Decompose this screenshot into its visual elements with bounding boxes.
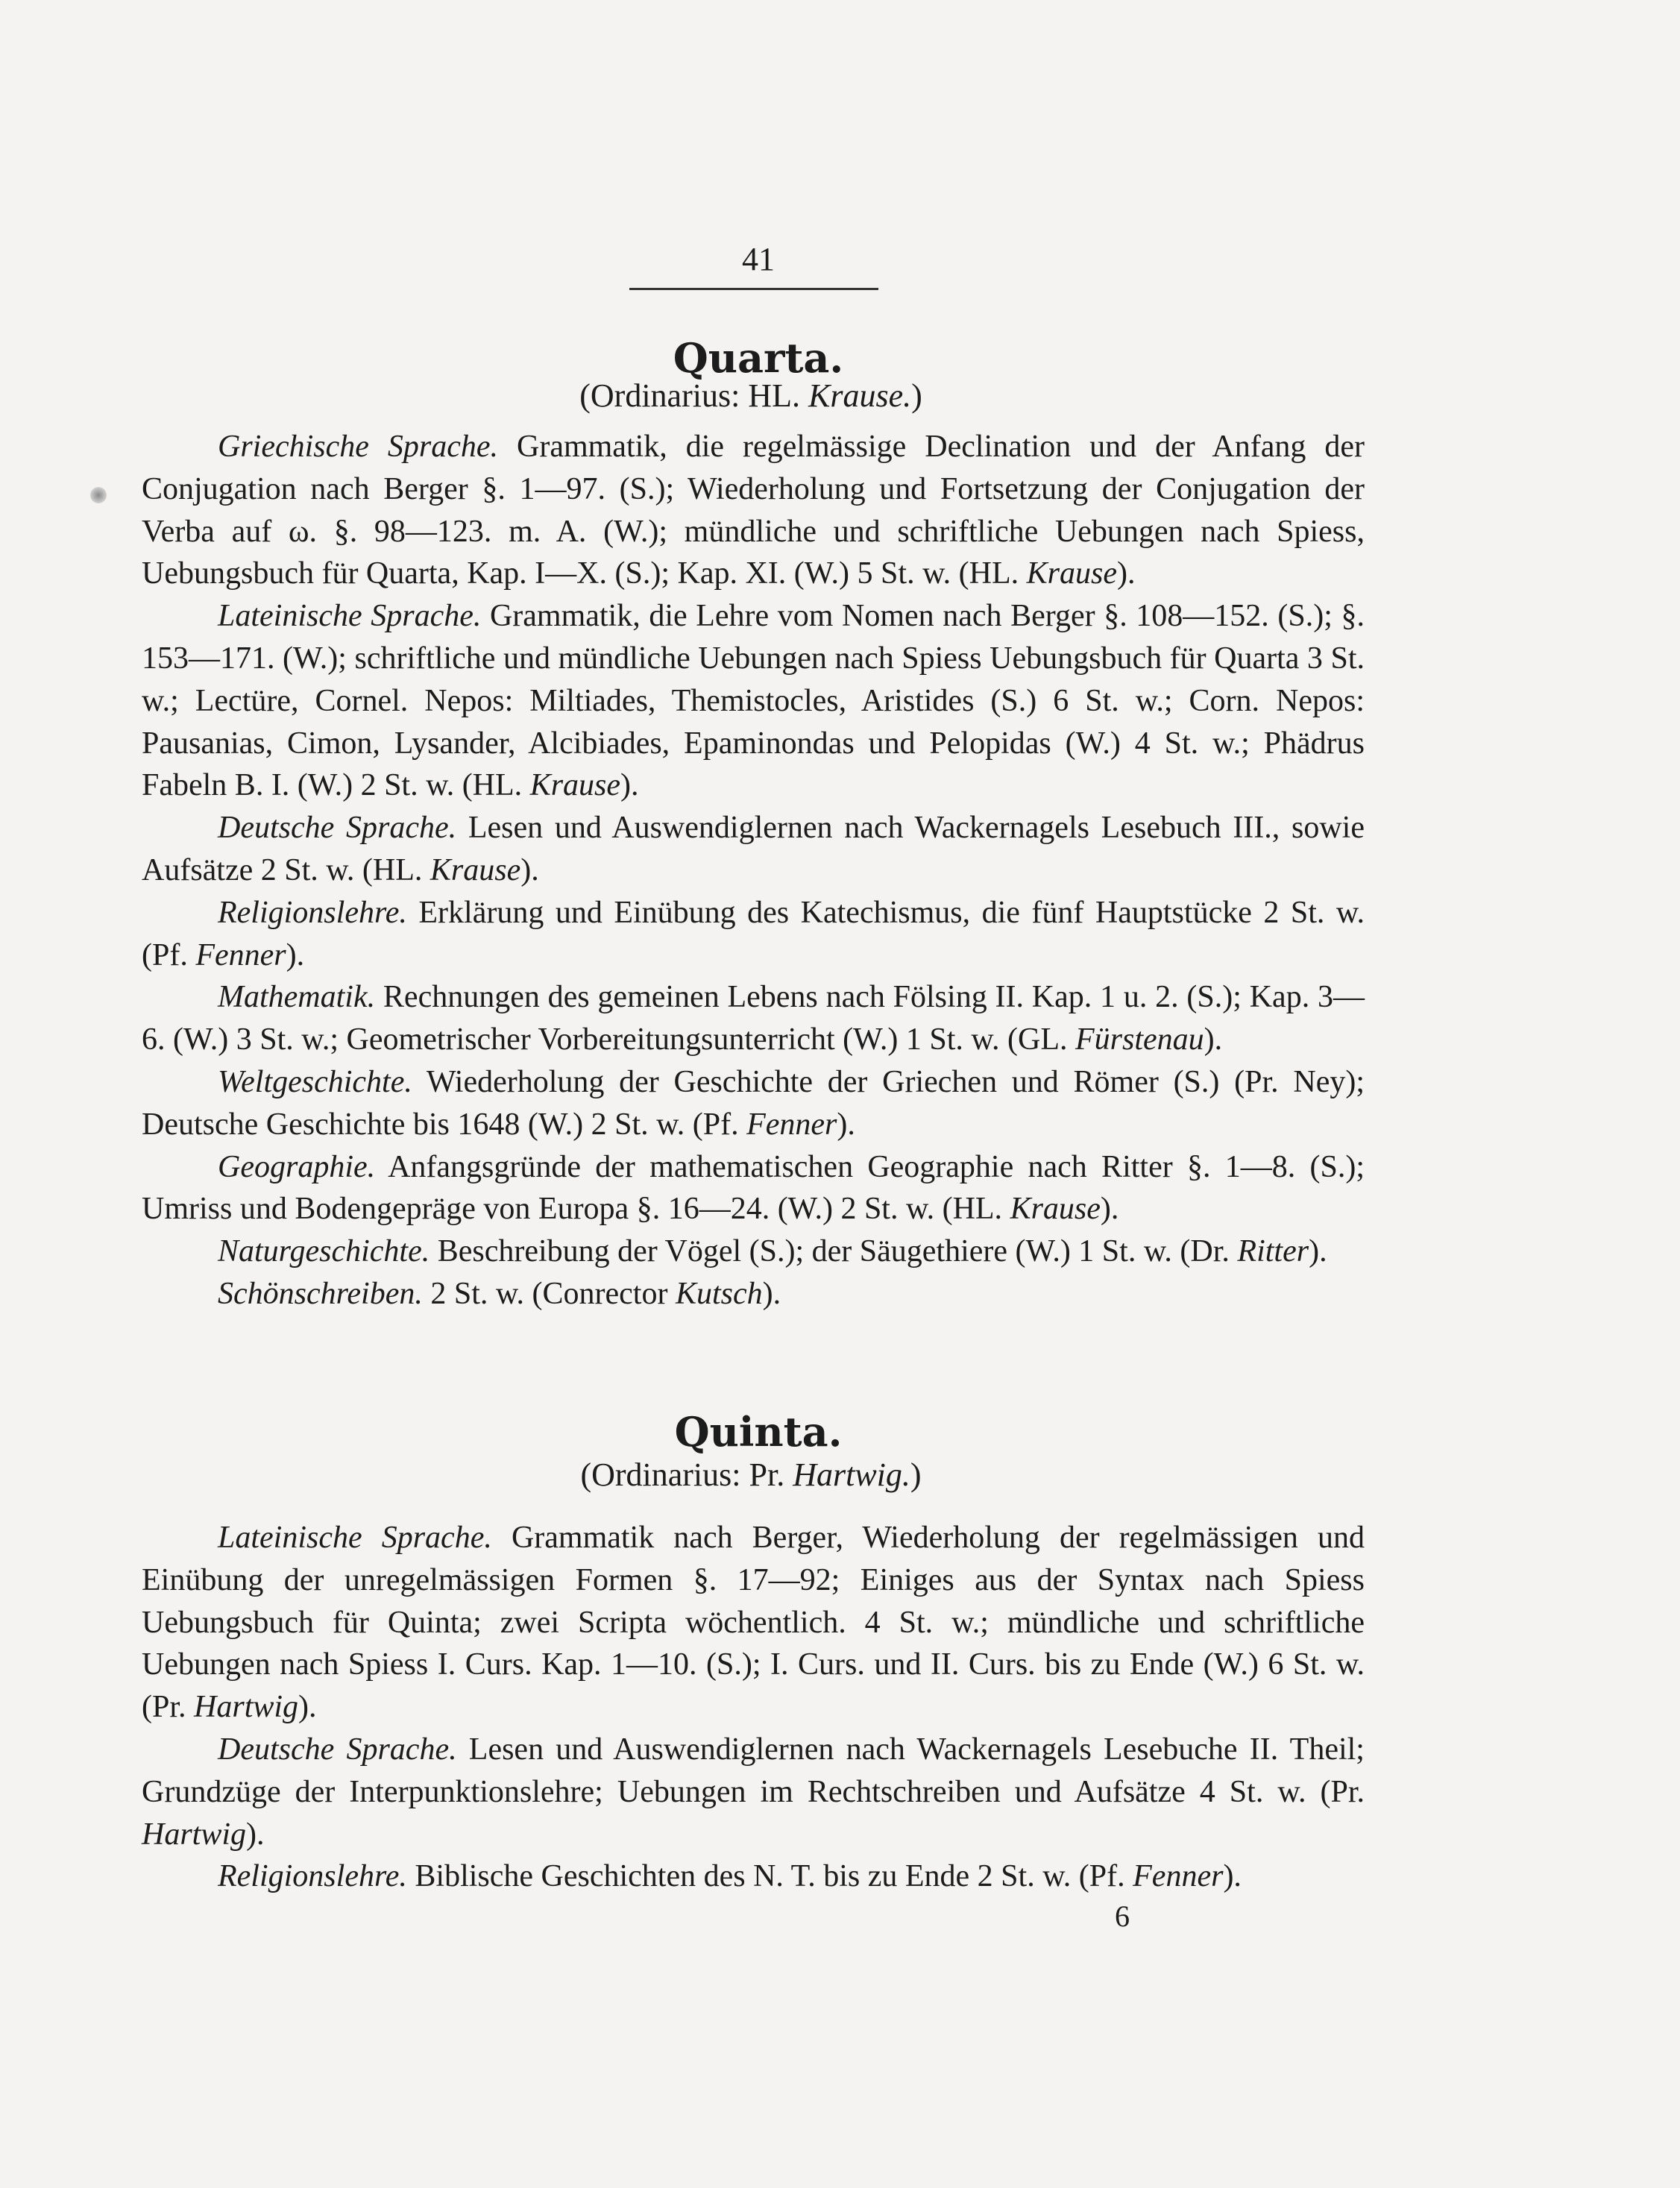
subject-label: Religionslehre. (218, 895, 407, 930)
teacher-name: Krause (529, 768, 621, 803)
curriculum-entry-griechisch (142, 426, 1365, 595)
subject-label: Geographie. (218, 1149, 376, 1184)
quarta-curriculum (142, 426, 1365, 1315)
ordinarius-quinta (0, 1456, 1502, 1494)
page-number: 41 (742, 241, 775, 277)
teacher-name: Fenner (1133, 1859, 1224, 1894)
entry-end: ). (1223, 1859, 1242, 1894)
teacher-name: Krause (1010, 1192, 1101, 1227)
curriculum-entry-religion (142, 892, 1365, 977)
curriculum-entry-deutsch (142, 807, 1365, 892)
subject-label: Griechische Sprache. (218, 430, 499, 464)
teacher-name: Kutsch (675, 1276, 763, 1311)
teacher-name: Fürstenau (1075, 1022, 1204, 1057)
ordinarius-suffix: ) (910, 1456, 922, 1493)
teacher-name: Fenner (746, 1107, 837, 1142)
teacher-name: Hartwig (194, 1690, 299, 1725)
teacher-name: Krause (1026, 556, 1118, 591)
entry-text: Lesen und Auswendiglernen nach Wackernagels Lesebuche II. Theil; Grundzüge der Interpunktionslehre; Uebungen im Rechtschreiben und Aufsätze 4 St. w. (Pr. (142, 1732, 1365, 1809)
curriculum-entry-weltgeschichte (142, 1061, 1365, 1146)
signature-mark: 6 (1115, 1899, 1130, 1933)
entry-end: ). (620, 768, 639, 803)
quinta-curriculum (142, 1517, 1365, 1898)
teacher-name: Ritter (1237, 1234, 1309, 1269)
teacher-name: Krause (430, 852, 521, 887)
entry-end: ). (246, 1817, 265, 1852)
header-rule (629, 288, 878, 290)
curriculum-entry-geographie (142, 1146, 1365, 1231)
curriculum-entry-schoenschreiben (142, 1273, 1365, 1315)
entry-end: ). (1309, 1234, 1327, 1269)
curriculum-entry-latein (142, 1517, 1365, 1729)
curriculum-entry-mathematik (142, 976, 1365, 1061)
entry-end: ). (298, 1690, 317, 1725)
entry-text: Biblische Geschichten des N. T. bis zu Ende 2 St. w. (Pf. (406, 1859, 1133, 1894)
subject-label: Weltgeschichte. (218, 1064, 412, 1099)
subject-label: Naturgeschichte. (218, 1234, 430, 1269)
section-title-quinta: Quinta. (674, 1408, 843, 1456)
entry-text: 2 St. w. (Conrector (422, 1276, 676, 1311)
entry-end: ). (762, 1276, 781, 1311)
entry-end: ). (520, 852, 539, 887)
entry-end: ). (837, 1107, 855, 1142)
entry-text: Beschreibung der Vögel (S.); der Säugethiere (W.) 1 St. w. (Dr. (430, 1234, 1238, 1269)
subject-label: Schönschreiben. (218, 1276, 423, 1311)
entry-text: Grammatik, die Lehre vom Nomen nach Berger §. 108—152. (S.); §. 153—171. (W.); schriftliche und mündliche Uebungen nach Spiess Uebungsbuch für Quarta 3 St. w.; Lectüre, Cornel. Nepos: Miltiades, Themistocles, Aristides (S.) 6 St. w.; Corn. Nepos: Pausanias, Cimon, Lysander, Alcibiades, Epaminondas und Pelopidas (W.) 4 St. w.; Phädrus Fabeln B. I. (W.) 2 St. w. (HL. (142, 599, 1365, 803)
entry-end: ). (1117, 556, 1136, 591)
entry-end: ). (1100, 1192, 1119, 1227)
entry-text: Anfangsgründe der mathematischen Geographie nach Ritter §. 1—8. (S.); Umriss und Bodengepräge von Europa §. 16—24. (W.) 2 St. w. (HL. (142, 1149, 1365, 1227)
entry-text: Rechnungen des gemeinen Lebens nach Fölsing II. Kap. 1 u. 2. (S.); Kap. 3—6. (W.) 3 St. w.; Geometrischer Vorbereitungsunterricht (W.) 1 St. w. (GL. (142, 980, 1365, 1057)
subject-label: Mathematik. (218, 980, 376, 1015)
entry-end: ). (1204, 1022, 1223, 1057)
subject-label: Deutsche Sprache. (218, 1732, 457, 1767)
entry-end: ). (286, 937, 305, 972)
curriculum-entry-naturgeschichte (142, 1230, 1365, 1273)
ordinarius-prefix: (Ordinarius: Pr. (580, 1456, 793, 1493)
ordinarius-name: Hartwig. (793, 1456, 910, 1493)
entry-text: Erklärung und Einübung des Katechismus, die fünf Hauptstücke 2 St. w. (Pf. (142, 895, 1365, 972)
curriculum-entry-deutsch (142, 1729, 1365, 1855)
ordinarius-suffix: ) (911, 377, 922, 414)
subject-label: Religionslehre. (218, 1859, 407, 1894)
teacher-name: Fenner (195, 937, 286, 972)
ordinarius-quarta (0, 377, 1502, 415)
ink-speck (90, 487, 107, 503)
ordinarius-name: Krause. (808, 377, 912, 414)
curriculum-entry-religion (142, 1855, 1365, 1898)
subject-label: Deutsche Sprache. (218, 811, 457, 846)
entry-text: Wiederholung der Geschichte der Griechen und Römer (S.) (Pr. Ney); Deutsche Geschichte bis 1648 (W.) 2 St. w. (Pf. (142, 1064, 1365, 1142)
entry-text: Grammatik, die regelmässige Declination und der Anfang der Conjugation nach Berger §. 1—97. (S.); Wiederholung und Fortsetzung der Conjugation der Verba auf ω. §. 98—123. m. A. (W.); mündliche und schriftliche Uebungen nach Spiess, Uebungsbuch für Quarta, Kap. I—X. (S.); Kap. XI. (W.) 5 St. w. (HL. (142, 430, 1365, 591)
ordinarius-prefix: (Ordinarius: HL. (579, 377, 808, 414)
curriculum-entry-latein (142, 595, 1365, 807)
section-title-quarta: Quarta. (673, 334, 844, 382)
entry-text: Lesen und Auswendiglernen nach Wackernagels Lesebuch III., sowie Aufsätze 2 St. w. (HL. (142, 811, 1365, 887)
teacher-name: Hartwig (142, 1817, 247, 1852)
subject-label: Lateinische Sprache. (218, 1521, 492, 1555)
subject-label: Lateinische Sprache. (218, 599, 482, 634)
entry-text: Grammatik nach Berger, Wiederholung der regelmässigen und Einübung der unregelmässigen Formen §. 17—92; Einiges aus der Syntax nach Spiess Uebungsbuch für Quinta; zwei Scripta wöchentlich. 4 St. w.; mündliche und schriftliche Uebungen nach Spiess I. Curs. Kap. 1—10. (S.); I. Curs. und II. Curs. bis zu Ende (W.) 6 St. w. (Pr. (142, 1521, 1365, 1725)
